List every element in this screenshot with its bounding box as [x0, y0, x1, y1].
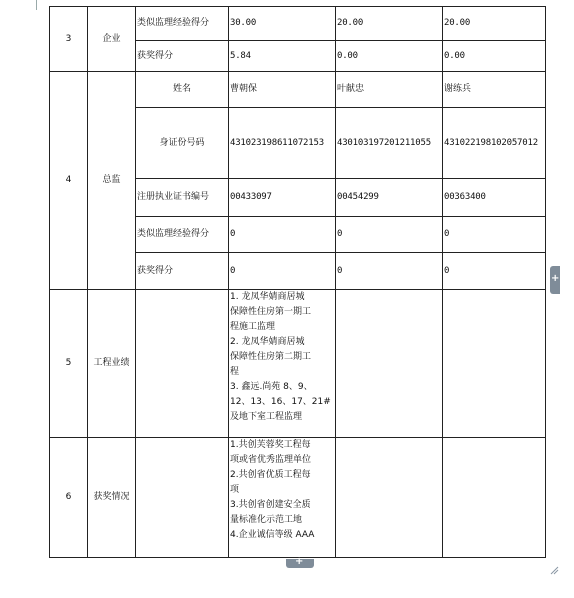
table-cell: 0: [229, 217, 336, 253]
table-cell: 20.00: [336, 7, 443, 41]
table-row: [50, 72, 546, 108]
row-number: 6: [50, 438, 88, 558]
row-category: 获奖情况: [88, 438, 136, 558]
table-cell: 00454299: [336, 179, 443, 217]
plus-icon: +: [551, 273, 560, 284]
performance-line: 2. 龙凤华婧商居城: [230, 337, 305, 347]
performance-cell: [229, 290, 336, 438]
awards-line: 量标准化示范工地: [230, 515, 303, 525]
name-label: 姓名: [136, 72, 229, 108]
score-table: [49, 6, 546, 558]
awards-line: 4.企业诚信等级 AAA: [230, 530, 315, 540]
resize-grip-icon: [550, 566, 559, 575]
table-row: [50, 7, 546, 41]
table-cell: 0: [336, 253, 443, 290]
table-cell: 00433097: [229, 179, 336, 217]
performance-line: 12、13、16、17、21#: [230, 397, 331, 407]
empty-cell: [336, 290, 443, 438]
awards-line: 项: [230, 485, 240, 495]
row-category: 企业: [88, 7, 136, 72]
table-cell: 0: [336, 217, 443, 253]
table-cell: 00363400: [443, 179, 546, 217]
performance-line: 程: [230, 367, 240, 377]
awards-cell: [229, 438, 336, 558]
add-row-button[interactable]: [286, 556, 314, 568]
awards-line: 2.共创省优质工程每: [230, 470, 311, 480]
table-cell: 431022198102057012: [443, 108, 546, 179]
awards-line: 3.共创省创建安全质: [230, 500, 311, 510]
row-category: 工程业绩: [88, 290, 136, 438]
empty-cell: [136, 290, 229, 438]
performance-line: 保障性住房第二期工: [230, 352, 312, 362]
performance-line: 1. 龙凤华婧商居城: [230, 292, 305, 302]
table-resize-handle[interactable]: [550, 560, 559, 569]
performance-line: 及地下室工程监理: [230, 412, 303, 422]
cert-label: 注册执业证书编号: [136, 179, 229, 217]
table-cell: 0: [229, 253, 336, 290]
table-row: [50, 290, 546, 438]
row-number: 5: [50, 290, 88, 438]
table-cell: 20.00: [443, 7, 546, 41]
row-number: 4: [50, 72, 88, 290]
table-row: [50, 438, 546, 558]
row-category: 总监: [88, 72, 136, 290]
awards-line: 项或省优秀监理单位: [230, 455, 312, 465]
award-label: 获奖得分: [136, 253, 229, 290]
table-cell: 曹朝保: [229, 72, 336, 108]
table-cell: 431023198611072153: [229, 108, 336, 179]
performance-line: 3. 鑫远.尚苑 8、9、: [230, 382, 313, 392]
table-cell: 0.00: [443, 41, 546, 72]
table-cell: 谢练兵: [443, 72, 546, 108]
id-label: 身证份号码: [136, 108, 229, 179]
awards-line: 1.共创芙蓉奖工程每: [230, 440, 311, 450]
empty-cell: [443, 290, 546, 438]
empty-cell: [443, 438, 546, 558]
performance-line: 保障性住房第一期工: [230, 307, 312, 317]
plus-icon: +: [295, 556, 304, 567]
sub-label: 类似监理经验得分: [136, 7, 229, 41]
page-corner-mark: [36, 0, 37, 10]
table-cell: 0: [443, 217, 546, 253]
sub-label: 获奖得分: [136, 41, 229, 72]
empty-cell: [136, 438, 229, 558]
performance-line: 程施工监理: [230, 322, 276, 332]
table-cell: 0: [443, 253, 546, 290]
row-number: 3: [50, 7, 88, 72]
table-cell: 5.84: [229, 41, 336, 72]
add-column-button[interactable]: [550, 266, 560, 294]
exp-label: 类似监理经验得分: [136, 217, 229, 253]
table-cell: 0.00: [336, 41, 443, 72]
table-cell: 30.00: [229, 7, 336, 41]
table-cell: 430103197201211055: [336, 108, 443, 179]
empty-cell: [336, 438, 443, 558]
table-cell: 叶献忠: [336, 72, 443, 108]
